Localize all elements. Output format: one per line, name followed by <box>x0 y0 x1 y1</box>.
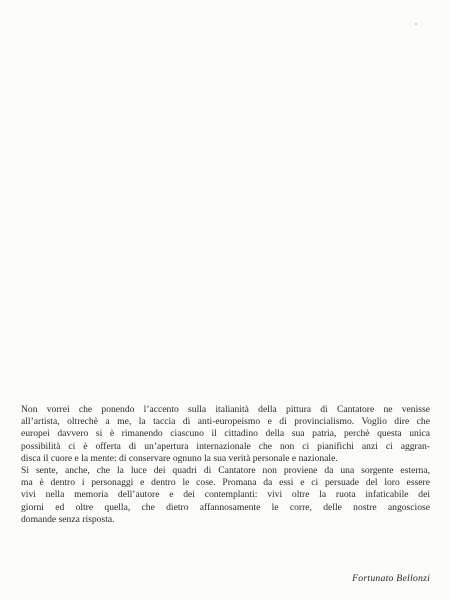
text-line: europei davvero si è rimanendo ciascuno il cittadino della sua patria, perchè questa unica <box>21 428 430 440</box>
paragraph-1 <box>21 404 430 465</box>
text-line: giorni ed oltre quella, che dietro affannosamente le corre, delle nostre angosciose <box>21 501 430 513</box>
text-line: domande senza risposta. <box>21 513 115 525</box>
text-line: ma è dentro i personaggi e dentro le cose. Promana da essi e ci persuade del loro essere <box>21 477 430 489</box>
author-signature: Fortunato Bellonzi <box>352 573 430 584</box>
text-line: Non vorrei che ponendo l’accento sulla italianità della pittura di Cantatore ne venisse <box>21 404 430 415</box>
text-line: disca il cuore e la mente: di conservare ognuno la sua verità personale e nazionale. <box>21 452 338 464</box>
text-line: Si sente, anche, che la luce dei quadri di Cantatore non proviene da una sorgente esterna, <box>21 465 430 477</box>
text-line: possibilità ci è offerta di un’apertura internazionale che non ci pianifichi anzi ci aggran- <box>21 440 430 452</box>
text-line: all’artista, oltrechè a me, la taccia di anti-europeismo e di provincialismo. Voglio dire che <box>21 416 430 428</box>
text-line: vivi nella memoria dell’autore e dei contemplanti: vivi oltre la ruota infaticabile dei <box>21 489 430 501</box>
paragraph-2 <box>21 465 430 526</box>
body-text <box>21 404 430 526</box>
paper-speck <box>415 23 417 25</box>
